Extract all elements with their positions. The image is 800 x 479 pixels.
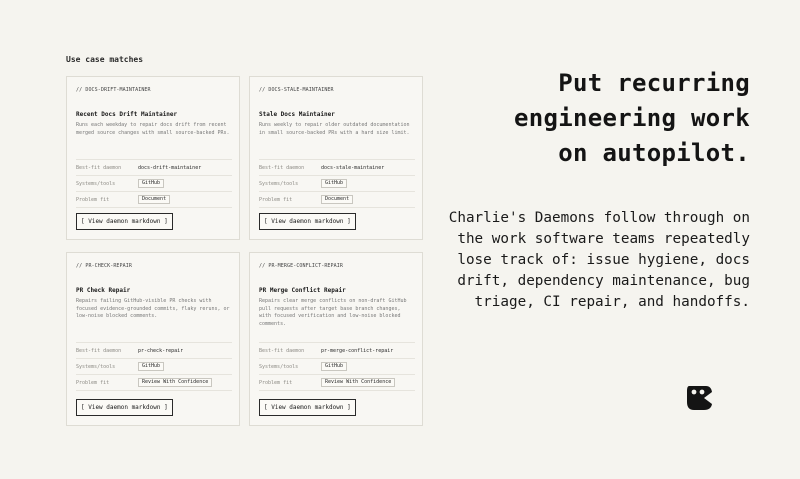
meta-key: Best-fit daemon [259, 164, 305, 171]
card-title: PR Merge Conflict Repair [259, 287, 346, 294]
system-chip: GitHub [138, 179, 164, 188]
meta-row-daemon [76, 342, 232, 358]
charlie-mascot-icon [684, 383, 714, 413]
card-description: Repairs failing GitHub-visible PR checks with focused evidence-grounded commits, flaky reruns, or low-noise blocked comments. [76, 298, 230, 319]
card-title: Recent Docs Drift Maintainer [76, 111, 178, 118]
view-daemon-markdown-button[interactable]: [ View daemon markdown ] [76, 213, 173, 230]
daemon-name: pr-merge-conflict-repair [321, 347, 394, 354]
card-tag: // PR-CHECK-REPAIR [76, 263, 132, 269]
meta-key: Systems/tools [259, 180, 299, 187]
system-chip: GitHub [321, 179, 347, 188]
card-title: PR Check Repair [76, 287, 131, 294]
card-description: Repairs clear merge conflicts on non-draft GitHub pull requests after target base branch changes, with focused verification and low-noise blocked comments. [259, 298, 407, 327]
daemon-name: docs-drift-maintainer [138, 164, 202, 171]
meta-key: Systems/tools [76, 363, 116, 370]
card-title: Stale Docs Maintainer [259, 111, 335, 118]
meta-key: Best-fit daemon [76, 347, 122, 354]
meta-key: Best-fit daemon [259, 347, 305, 354]
meta-key: Problem fit [259, 196, 293, 203]
meta-row-problem [259, 191, 415, 208]
meta-row-problem [76, 374, 232, 391]
use-case-card [66, 252, 240, 426]
meta-row-systems [76, 358, 232, 374]
meta-row-systems [259, 175, 415, 191]
view-daemon-markdown-button[interactable]: [ View daemon markdown ] [259, 213, 356, 230]
card-meta [76, 342, 232, 391]
use-case-card [249, 252, 423, 426]
meta-key: Best-fit daemon [76, 164, 122, 171]
meta-key: Systems/tools [259, 363, 299, 370]
card-tag: // PR-MERGE-CONFLICT-REPAIR [259, 263, 343, 269]
system-chip: GitHub [321, 362, 347, 371]
use-case-card [66, 76, 240, 240]
card-description: Runs each weekday to repair docs drift from recent merged source changes with small source-backed PRs. [76, 122, 230, 136]
meta-row-daemon [76, 159, 232, 175]
page-body-text: Charlie's Daemons follow through on the work software teams repeatedly lose track of: issue hygiene, docs drift, dependency maintenance, bug triage, CI repair, and handoffs. [448, 210, 750, 310]
meta-row-daemon [259, 159, 415, 175]
problem-chip: Review With Confidence [321, 378, 395, 387]
use-case-card [249, 76, 423, 240]
problem-chip: Document [321, 195, 353, 204]
meta-key: Problem fit [76, 196, 110, 203]
meta-row-problem [76, 191, 232, 208]
view-daemon-markdown-button[interactable]: [ View daemon markdown ] [76, 399, 173, 416]
system-chip: GitHub [138, 362, 164, 371]
meta-row-problem [259, 374, 415, 391]
meta-key: Systems/tools [76, 180, 116, 187]
card-meta [259, 342, 415, 391]
meta-row-systems [76, 175, 232, 191]
problem-chip: Review With Confidence [138, 378, 212, 387]
card-meta [259, 159, 415, 208]
problem-chip: Document [138, 195, 170, 204]
page-headline: Put recurring engineering work on autopilot. [514, 69, 750, 167]
card-description: Runs weekly to repair older outdated documentation in small source-backed PRs with a hard size limit. [259, 122, 410, 136]
daemon-name: docs-stale-maintainer [321, 164, 385, 171]
meta-row-daemon [259, 342, 415, 358]
view-daemon-markdown-button[interactable]: [ View daemon markdown ] [259, 399, 356, 416]
daemon-name: pr-check-repair [138, 347, 184, 354]
meta-key: Problem fit [259, 379, 293, 386]
meta-row-systems [259, 358, 415, 374]
card-tag: // DOCS-DRIFT-MAINTAINER [76, 87, 151, 93]
section-label: Use case matches [66, 55, 144, 64]
card-meta [76, 159, 232, 208]
meta-key: Problem fit [76, 379, 110, 386]
card-tag: // DOCS-STALE-MAINTAINER [259, 87, 334, 93]
